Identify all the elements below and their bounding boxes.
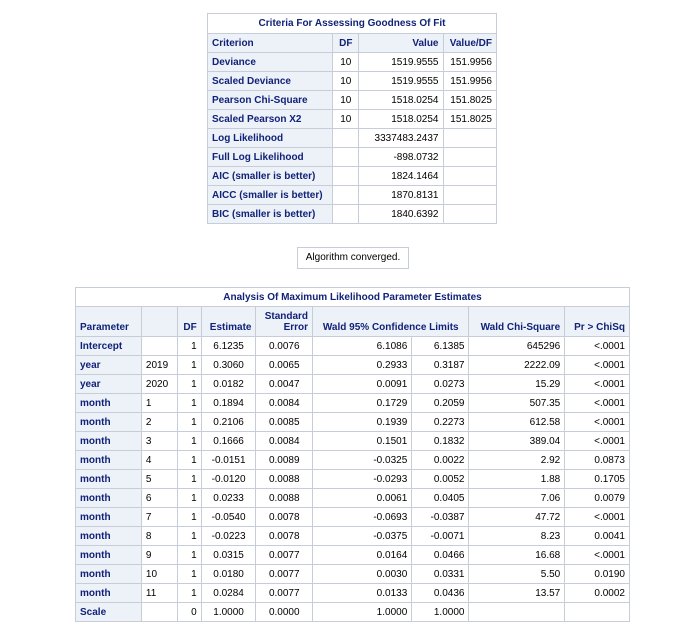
param-df: 1 [177, 527, 201, 546]
param-name: month [76, 394, 142, 413]
param-level: 2 [141, 413, 177, 432]
param-level: 9 [141, 546, 177, 565]
convergence-status: Algorithm converged. [297, 247, 409, 269]
param-lower-ci: 0.0030 [313, 565, 412, 584]
param-standard-error: 0.0077 [256, 584, 313, 603]
gof-df: 10 [333, 53, 359, 72]
param-name: month [76, 413, 142, 432]
gof-value: 1518.0254 [359, 110, 443, 129]
param-standard-error: 0.0078 [256, 527, 313, 546]
gof-df: 10 [333, 91, 359, 110]
params-header-standard-error [256, 307, 313, 337]
gof-df [333, 148, 359, 167]
param-chisq: 13.57 [469, 584, 565, 603]
param-estimate: -0.0540 [201, 508, 256, 527]
param-name: month [76, 432, 142, 451]
gof-value-df [443, 129, 497, 148]
params-header-level [141, 307, 177, 337]
param-row [76, 356, 630, 375]
param-standard-error: 0.0078 [256, 508, 313, 527]
param-lower-ci: 6.1086 [313, 337, 412, 356]
param-level: 11 [141, 584, 177, 603]
param-chisq: 2222.09 [469, 356, 565, 375]
param-row [76, 565, 630, 584]
param-standard-error: 0.0047 [256, 375, 313, 394]
param-standard-error: 0.0088 [256, 489, 313, 508]
gof-title-row [208, 14, 497, 34]
param-lower-ci: -0.0325 [313, 451, 412, 470]
param-df: 1 [177, 394, 201, 413]
gof-criterion: AICC (smaller is better) [208, 186, 333, 205]
params-header-df: DF [177, 307, 201, 337]
param-name: month [76, 451, 142, 470]
param-upper-ci: 0.2273 [412, 413, 469, 432]
param-lower-ci: 0.0133 [313, 584, 412, 603]
se-header-line2: Error [283, 322, 309, 333]
param-upper-ci: 0.0405 [412, 489, 469, 508]
param-row [76, 584, 630, 603]
param-upper-ci: -0.0071 [412, 527, 469, 546]
param-lower-ci: 0.1501 [313, 432, 412, 451]
param-standard-error: 0.0089 [256, 451, 313, 470]
gof-value-df [443, 167, 497, 186]
param-df: 1 [177, 489, 201, 508]
gof-value: 1518.0254 [359, 91, 443, 110]
gof-value-df: 151.8025 [443, 91, 497, 110]
param-estimate: 0.3060 [201, 356, 256, 375]
param-name: month [76, 508, 142, 527]
param-p-value: <.0001 [565, 394, 630, 413]
param-estimate: 0.0315 [201, 546, 256, 565]
param-chisq: 645296 [469, 337, 565, 356]
gof-value: 1519.9555 [359, 53, 443, 72]
param-chisq: 1.88 [469, 470, 565, 489]
param-upper-ci: 0.0466 [412, 546, 469, 565]
gof-value: 1519.9555 [359, 72, 443, 91]
gof-df [333, 129, 359, 148]
param-level: 7 [141, 508, 177, 527]
gof-df: 10 [333, 72, 359, 91]
param-p-value: 0.0873 [565, 451, 630, 470]
param-row [76, 375, 630, 394]
gof-header-criterion: Criterion [208, 34, 333, 53]
param-p-value: <.0001 [565, 508, 630, 527]
gof-header-value: Value [359, 34, 443, 53]
gof-df [333, 186, 359, 205]
goodness-of-fit-table [207, 13, 497, 224]
gof-df [333, 205, 359, 224]
param-estimate: 0.0284 [201, 584, 256, 603]
params-header-row [76, 307, 630, 337]
params-header-chisq: Wald Chi-Square [469, 307, 565, 337]
param-standard-error: 0.0077 [256, 546, 313, 565]
param-name: month [76, 584, 142, 603]
param-row [76, 489, 630, 508]
param-row [76, 527, 630, 546]
gof-criterion: AIC (smaller is better) [208, 167, 333, 186]
gof-value-df: 151.9956 [443, 53, 497, 72]
param-estimate: 0.2106 [201, 413, 256, 432]
param-chisq: 15.29 [469, 375, 565, 394]
param-row [76, 337, 630, 356]
params-header-estimate: Estimate [201, 307, 256, 337]
param-df: 0 [177, 603, 201, 622]
gof-row [208, 167, 497, 186]
parameter-estimates-table [75, 287, 630, 622]
param-df: 1 [177, 451, 201, 470]
param-standard-error: 0.0065 [256, 356, 313, 375]
param-df: 1 [177, 565, 201, 584]
param-estimate: -0.0151 [201, 451, 256, 470]
gof-row [208, 91, 497, 110]
gof-value: -898.0732 [359, 148, 443, 167]
params-header-parameter: Parameter [76, 307, 142, 337]
param-level: 2019 [141, 356, 177, 375]
param-standard-error: 0.0076 [256, 337, 313, 356]
param-name: year [76, 375, 142, 394]
param-upper-ci: -0.0387 [412, 508, 469, 527]
gof-row [208, 53, 497, 72]
param-lower-ci: 0.0091 [313, 375, 412, 394]
params-title-row [76, 288, 630, 307]
param-row [76, 508, 630, 527]
param-row [76, 394, 630, 413]
param-upper-ci: 0.0436 [412, 584, 469, 603]
param-name: year [76, 356, 142, 375]
param-df: 1 [177, 432, 201, 451]
param-level [141, 337, 177, 356]
gof-header-value-df: Value/DF [443, 34, 497, 53]
param-estimate: 0.0233 [201, 489, 256, 508]
param-p-value: <.0001 [565, 413, 630, 432]
param-lower-ci: 0.1729 [313, 394, 412, 413]
param-p-value: <.0001 [565, 356, 630, 375]
gof-value-df: 151.9956 [443, 72, 497, 91]
param-upper-ci: 6.1385 [412, 337, 469, 356]
param-upper-ci: 1.0000 [412, 603, 469, 622]
param-upper-ci: 0.3187 [412, 356, 469, 375]
param-upper-ci: 0.0273 [412, 375, 469, 394]
param-p-value [565, 603, 630, 622]
param-lower-ci: 0.2933 [313, 356, 412, 375]
param-standard-error: 0.0000 [256, 603, 313, 622]
param-lower-ci: -0.0375 [313, 527, 412, 546]
gof-row [208, 72, 497, 91]
param-df: 1 [177, 413, 201, 432]
gof-value-df [443, 186, 497, 205]
param-row [76, 413, 630, 432]
param-chisq: 612.58 [469, 413, 565, 432]
param-lower-ci: 1.0000 [313, 603, 412, 622]
param-row [76, 603, 630, 622]
param-level: 1 [141, 394, 177, 413]
param-chisq: 2.92 [469, 451, 565, 470]
param-level: 6 [141, 489, 177, 508]
param-df: 1 [177, 470, 201, 489]
gof-criterion: Pearson Chi-Square [208, 91, 333, 110]
gof-value-df [443, 205, 497, 224]
param-row [76, 470, 630, 489]
param-p-value: 0.1705 [565, 470, 630, 489]
param-upper-ci: 0.0331 [412, 565, 469, 584]
param-upper-ci: 0.0022 [412, 451, 469, 470]
param-level: 4 [141, 451, 177, 470]
params-header-wald-ci: Wald 95% Confidence Limits [313, 307, 469, 337]
param-df: 1 [177, 356, 201, 375]
param-p-value: 0.0002 [565, 584, 630, 603]
param-estimate: 1.0000 [201, 603, 256, 622]
gof-value-df [443, 148, 497, 167]
se-header-line1: Standard [264, 311, 309, 322]
param-level [141, 603, 177, 622]
gof-criterion: Full Log Likelihood [208, 148, 333, 167]
gof-title: Criteria For Assessing Goodness Of Fit [208, 14, 497, 34]
param-name: Scale [76, 603, 142, 622]
gof-df [333, 167, 359, 186]
gof-criterion: Scaled Deviance [208, 72, 333, 91]
param-upper-ci: 0.1832 [412, 432, 469, 451]
gof-criterion: BIC (smaller is better) [208, 205, 333, 224]
param-standard-error: 0.0084 [256, 394, 313, 413]
gof-criterion: Log Likelihood [208, 129, 333, 148]
param-chisq: 5.50 [469, 565, 565, 584]
param-df: 1 [177, 375, 201, 394]
param-standard-error: 0.0088 [256, 470, 313, 489]
param-row [76, 432, 630, 451]
param-df: 1 [177, 508, 201, 527]
gof-criterion: Scaled Pearson X2 [208, 110, 333, 129]
param-chisq [469, 603, 565, 622]
param-standard-error: 0.0084 [256, 432, 313, 451]
gof-row [208, 186, 497, 205]
param-row [76, 546, 630, 565]
param-lower-ci: 0.0164 [313, 546, 412, 565]
gof-row [208, 129, 497, 148]
param-level: 5 [141, 470, 177, 489]
param-p-value: 0.0041 [565, 527, 630, 546]
param-estimate: 0.1666 [201, 432, 256, 451]
param-upper-ci: 0.2059 [412, 394, 469, 413]
gof-value-df: 151.8025 [443, 110, 497, 129]
param-level: 10 [141, 565, 177, 584]
param-name: month [76, 546, 142, 565]
param-estimate: -0.0223 [201, 527, 256, 546]
param-estimate: -0.0120 [201, 470, 256, 489]
param-row [76, 451, 630, 470]
param-lower-ci: 0.1939 [313, 413, 412, 432]
param-level: 2020 [141, 375, 177, 394]
gof-header-df: DF [333, 34, 359, 53]
param-name: Intercept [76, 337, 142, 356]
gof-value: 1840.6392 [359, 205, 443, 224]
param-lower-ci: -0.0693 [313, 508, 412, 527]
param-name: month [76, 470, 142, 489]
params-title: Analysis Of Maximum Likelihood Parameter Estimates [76, 288, 630, 307]
gof-criterion: Deviance [208, 53, 333, 72]
param-standard-error: 0.0085 [256, 413, 313, 432]
param-chisq: 16.68 [469, 546, 565, 565]
gof-df: 10 [333, 110, 359, 129]
param-lower-ci: 0.0061 [313, 489, 412, 508]
param-level: 8 [141, 527, 177, 546]
param-p-value: <.0001 [565, 432, 630, 451]
gof-row [208, 148, 497, 167]
param-df: 1 [177, 584, 201, 603]
gof-value: 1824.1464 [359, 167, 443, 186]
param-estimate: 0.0180 [201, 565, 256, 584]
param-estimate: 0.0182 [201, 375, 256, 394]
param-p-value: 0.0079 [565, 489, 630, 508]
param-chisq: 507.35 [469, 394, 565, 413]
gof-header-row [208, 34, 497, 53]
gof-row [208, 110, 497, 129]
param-chisq: 389.04 [469, 432, 565, 451]
gof-value: 1870.8131 [359, 186, 443, 205]
param-chisq: 7.06 [469, 489, 565, 508]
param-chisq: 47.72 [469, 508, 565, 527]
param-df: 1 [177, 546, 201, 565]
param-name: month [76, 527, 142, 546]
gof-value: 3337483.2437 [359, 129, 443, 148]
param-p-value: 0.0190 [565, 565, 630, 584]
param-p-value: <.0001 [565, 546, 630, 565]
param-estimate: 0.1894 [201, 394, 256, 413]
param-lower-ci: -0.0293 [313, 470, 412, 489]
param-estimate: 6.1235 [201, 337, 256, 356]
param-p-value: <.0001 [565, 337, 630, 356]
param-standard-error: 0.0077 [256, 565, 313, 584]
param-name: month [76, 565, 142, 584]
param-upper-ci: 0.0052 [412, 470, 469, 489]
param-level: 3 [141, 432, 177, 451]
param-name: month [76, 489, 142, 508]
gof-row [208, 205, 497, 224]
param-df: 1 [177, 337, 201, 356]
param-p-value: <.0001 [565, 375, 630, 394]
params-header-p-value: Pr > ChiSq [565, 307, 630, 337]
param-chisq: 8.23 [469, 527, 565, 546]
